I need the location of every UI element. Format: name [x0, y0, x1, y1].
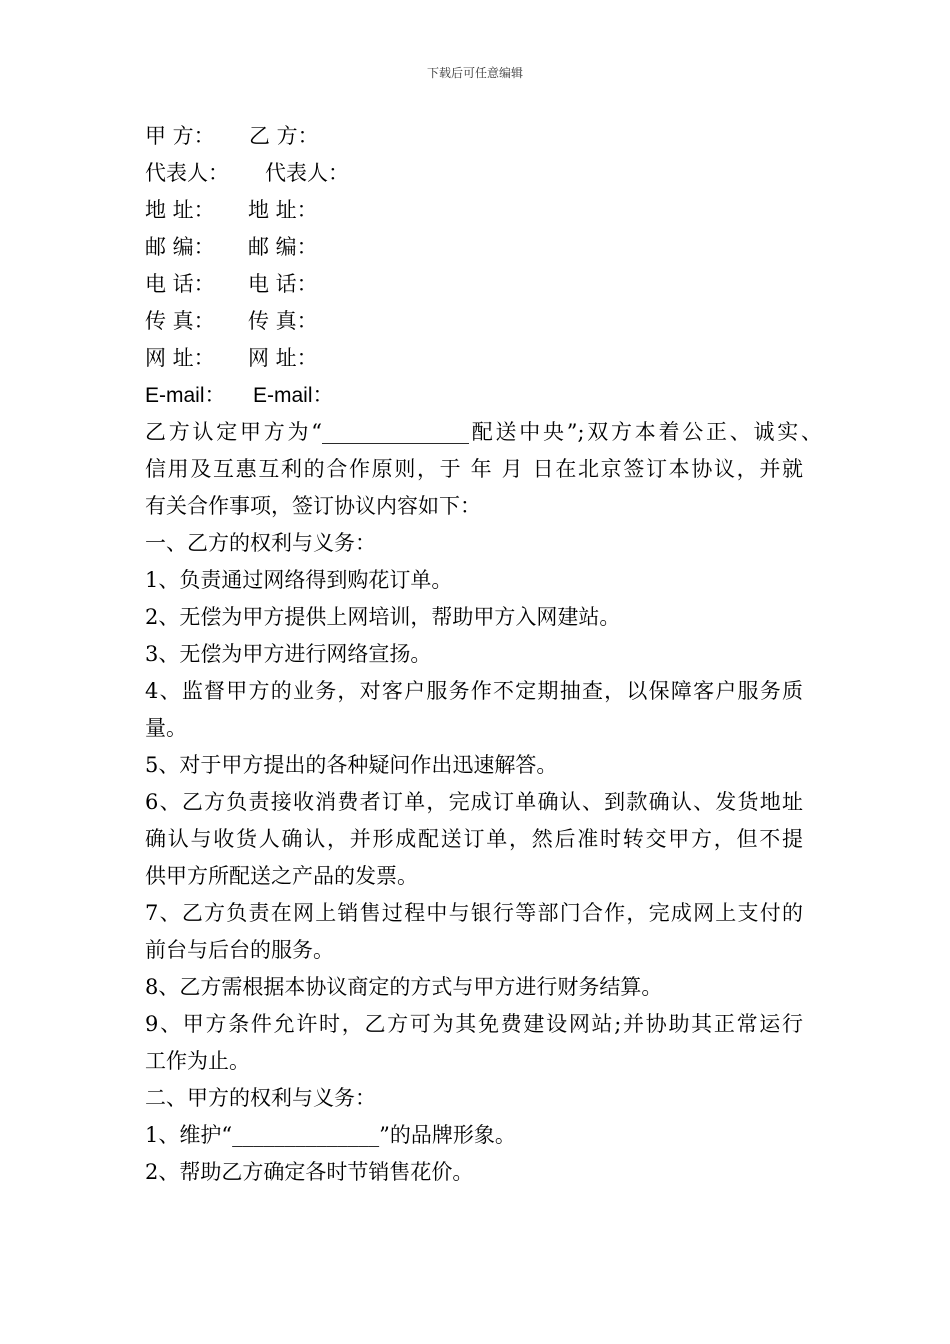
intro-line: 有关合作事项，签订协议内容如下：	[145, 494, 481, 518]
party-a-postcode-label: 邮 编：	[145, 235, 215, 259]
party-a-website-label: 网 址：	[145, 346, 215, 370]
party-row-representative	[145, 155, 835, 192]
section-1-item-5: 5、对于甲方提出的各种疑问作出迅速解答。	[145, 753, 558, 777]
party-b-fax-label: 传 真：	[248, 309, 318, 333]
party-b-postcode-label: 邮 编：	[248, 235, 318, 259]
section-1-item-4: 4、监督甲方的业务，对客户服务作不定期抽查，以保障客户服务质	[145, 679, 803, 703]
section-2-item-1: 1、维护“______________”的品牌形象。	[145, 1123, 516, 1147]
intro-line: 乙方认定甲方为“______________配送中央”;双方本着公正、诚实、	[145, 420, 822, 444]
section-1-item-3: 3、无偿为甲方进行网络宣扬。	[145, 642, 432, 666]
party-a-phone-label: 电 话：	[145, 272, 215, 296]
party-a-email-label: E-mail：	[145, 384, 226, 407]
section-2-title: 二、甲方的权利与义务：	[145, 1086, 376, 1110]
section-1-item-8: 8、乙方需根据本协议商定的方式与甲方进行财务结算。	[145, 975, 663, 999]
contract-body	[145, 118, 835, 1191]
section-1-item-2: 2、无偿为甲方提供上网培训，帮助甲方入网建站。	[145, 605, 621, 629]
party-row-fax	[145, 303, 835, 340]
section-1-item-6-cont: 供甲方所配送之产品的发票。	[145, 864, 418, 888]
party-row-website	[145, 340, 835, 377]
intro-line: 信用及互惠互利的合作原则，于 年 月 日在北京签订本协议，并就	[145, 457, 803, 481]
party-b-email-label: E-mail：	[253, 384, 334, 407]
party-b-representative-label: 代表人：	[265, 161, 349, 185]
section-1-item-9-cont: 工作为止。	[145, 1049, 250, 1073]
section-1-item-6: 6、乙方负责接收消费者订单，完成订单确认、到款确认、发货地址	[145, 790, 803, 814]
party-a-label: 甲 方：	[145, 124, 215, 148]
section-2-item-2: 2、帮助乙方确定各时节销售花价。	[145, 1160, 474, 1184]
section-1-item-6-cont: 确认与收货人确认，并形成配送订单，然后准时转交甲方，但不提	[145, 827, 803, 851]
section-1-title: 一、乙方的权利与义务：	[145, 531, 376, 555]
party-b-address-label: 地 址：	[248, 198, 318, 222]
party-a-address-label: 地 址：	[145, 198, 215, 222]
party-row-email	[145, 377, 835, 414]
party-row-phone	[145, 266, 835, 303]
party-row-name	[145, 118, 835, 155]
party-b-phone-label: 电 话：	[248, 272, 318, 296]
party-a-fax-label: 传 真：	[145, 309, 215, 333]
party-b-website-label: 网 址：	[248, 346, 318, 370]
header-note: 下载后可任意编辑	[426, 66, 523, 80]
section-1-item-1: 1、负责通过网络得到购花订单。	[145, 568, 453, 592]
section-1-item-4-cont: 量。	[145, 716, 187, 740]
party-row-postcode	[145, 229, 835, 266]
party-a-representative-label: 代表人：	[145, 161, 229, 185]
section-1-item-7-cont: 前台与后台的服务。	[145, 938, 334, 962]
section-1-item-9: 9、甲方条件允许时，乙方可为其免费建设网站;并协助其正常运行	[145, 1012, 803, 1036]
section-1-item-7: 7、乙方负责在网上销售过程中与银行等部门合作，完成网上支付的	[145, 901, 803, 925]
party-b-label: 乙 方：	[249, 124, 319, 148]
party-row-address	[145, 192, 835, 229]
